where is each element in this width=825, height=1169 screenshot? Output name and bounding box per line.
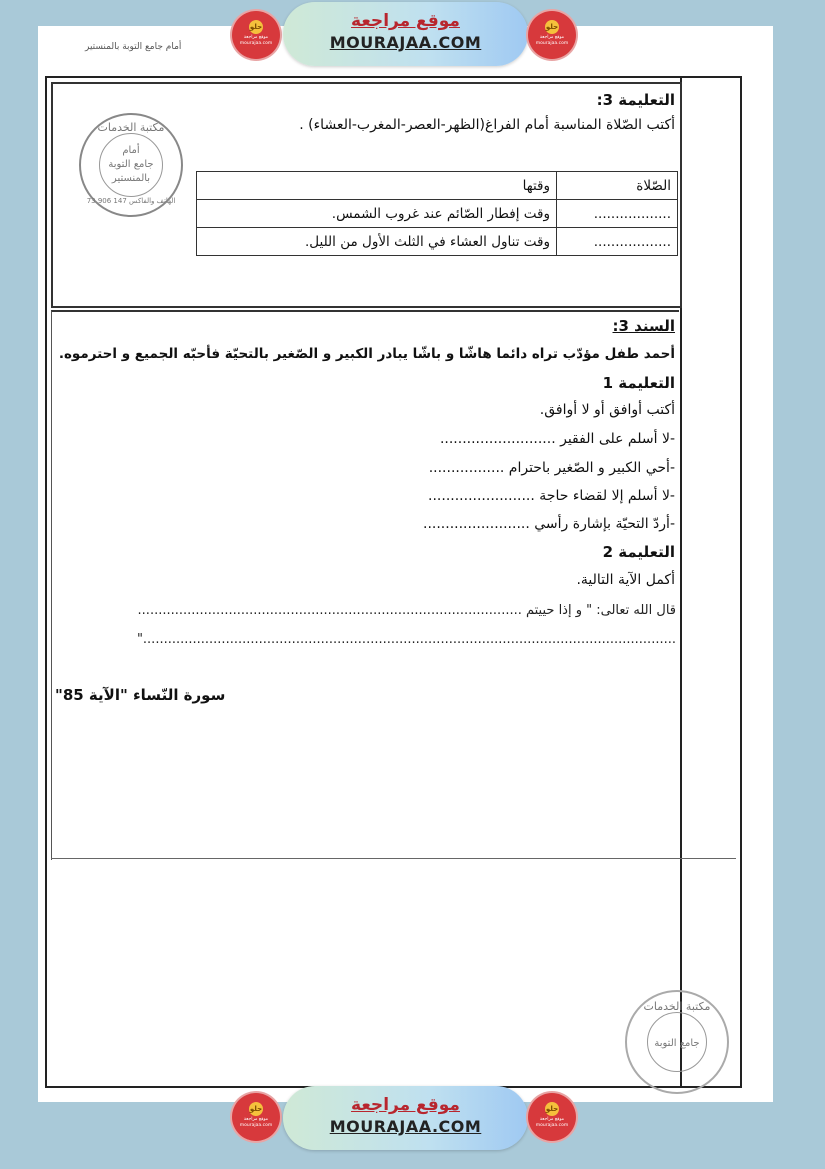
stamp-line-2: جامع التوبة <box>654 1038 700 1049</box>
library-stamp <box>79 113 183 217</box>
statement-item[interactable]: -أحي الكبير و الصّغير باحترام ................. <box>428 460 675 476</box>
table-row <box>197 228 678 256</box>
table-header-row <box>197 172 678 200</box>
document-3-title: السند 3: <box>612 317 675 335</box>
header-prayer: الصّلاة <box>557 172 678 200</box>
time-description: وقت إفطار الصّائم عند غروب الشمس. <box>197 200 557 228</box>
instruction-2-text: أكمل الآية التالية. <box>576 572 675 588</box>
logo-mark-icon: حلو <box>249 1102 263 1116</box>
bottom-divider <box>51 858 736 859</box>
logo-mark-icon: حلو <box>249 20 263 34</box>
statement-item[interactable]: -لا أسلم إلا لقضاء حاجة ........................ <box>428 488 675 504</box>
stamp-top-text: مكتبة الخدمات <box>97 121 165 134</box>
library-stamp-partial <box>625 990 729 1094</box>
banner-arabic-link[interactable]: موقع مراجعة <box>351 11 460 31</box>
logo-caption: موقع مراجعة mourajaa.com <box>239 1117 273 1128</box>
banner-domain-link[interactable]: MOURAJAA.COM <box>329 33 482 52</box>
header-time: وقتها <box>197 172 557 200</box>
site-logo-right-bottom[interactable] <box>528 1093 576 1141</box>
verse-start-line[interactable]: قال الله تعالى: " و إذا حييتم ............................................................................................. <box>137 603 676 618</box>
time-description: وقت تناول العشاء في الثلث الأول من الليل. <box>197 228 557 256</box>
site-banner-top[interactable] <box>283 2 528 66</box>
header-address: أمام جامع التوبة بالمنستير <box>85 42 182 52</box>
logo-caption: موقع مراجعة mourajaa.com <box>239 35 273 46</box>
document-3-text: أحمد طفل مؤدّب تراه دائما هاشّا و باشّا يبادر الكبير و الصّغير بالتحيّة فأحبّه الجميع و احترموه. <box>58 346 675 362</box>
verse-end-line[interactable]: ................................................................................................................................." <box>136 632 676 647</box>
surah-reference: سورة النّساء "الآية 85" <box>55 686 226 704</box>
site-logo-left-bottom[interactable] <box>232 1093 280 1141</box>
answer-blank[interactable]: .................. <box>557 228 678 256</box>
site-logo-left-top[interactable] <box>232 11 280 59</box>
table-row <box>197 200 678 228</box>
logo-mark-icon: حلو <box>545 1102 559 1116</box>
instruction-2-title: التعليمة 2 <box>602 543 675 561</box>
instruction-3-text: أكتب الصّلاة المناسبة أمام الفراغ(الظهر-العصر-المغرب-العشاء) . <box>299 117 675 133</box>
instruction-3-title: التعليمة 3: <box>596 91 675 109</box>
banner-domain-link[interactable]: MOURAJAA.COM <box>329 1117 482 1136</box>
logo-caption: موقع مراجعة mourajaa.com <box>535 35 569 46</box>
stamp-line-3: بالمنستير <box>111 173 151 184</box>
stamp-top-text: مكتبة الخدمات <box>643 1000 711 1013</box>
prayer-times-table <box>196 171 678 256</box>
instruction-1-text: أكتب أوافق أو لا أوافق. <box>539 402 675 418</box>
logo-mark-icon: حلو <box>545 20 559 34</box>
logo-caption: موقع مراجعة mourajaa.com <box>535 1117 569 1128</box>
stamp-bottom-text: 73 906 147 الهاتف والفاكس <box>86 197 176 205</box>
stamp-line-1: أمام <box>122 145 140 156</box>
statement-item[interactable]: -أردّ التحيّة بإشارة رأسي ........................ <box>423 516 675 532</box>
stamp-line-2: جامع التوبة <box>108 159 154 170</box>
statement-item[interactable]: -لا أسلم على الفقير .......................... <box>439 431 675 447</box>
banner-arabic-link[interactable]: موقع مراجعة <box>351 1095 460 1115</box>
instruction-1-title: التعليمة 1 <box>602 374 675 392</box>
answer-blank[interactable]: .................. <box>557 200 678 228</box>
site-banner-bottom[interactable] <box>283 1086 528 1150</box>
site-logo-right-top[interactable] <box>528 11 576 59</box>
